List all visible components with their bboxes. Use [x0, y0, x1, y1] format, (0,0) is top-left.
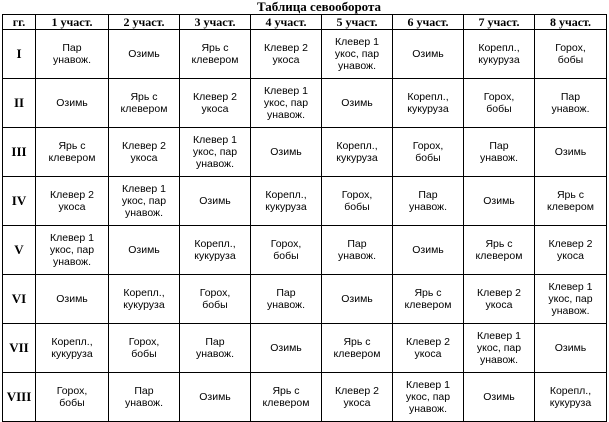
- cell-text: Горох, бобы: [412, 140, 444, 164]
- table-cell: [36, 324, 109, 373]
- table-cell: [251, 79, 322, 128]
- cell-text: Озимь: [412, 48, 444, 60]
- table-cell: [251, 324, 322, 373]
- table-row: [3, 275, 607, 324]
- table-cell: [535, 177, 607, 226]
- crop-rotation-table: [2, 14, 607, 422]
- table-cell: [393, 324, 464, 373]
- row-year-label: VIII: [3, 373, 36, 422]
- table-cell: [109, 128, 180, 177]
- table-cell: [393, 275, 464, 324]
- cell-text: Ярь с клевером: [262, 385, 310, 409]
- table-cell: [393, 226, 464, 275]
- table-row: [3, 177, 607, 226]
- table-cell: [36, 30, 109, 79]
- table-cell: [109, 79, 180, 128]
- table-cell: [393, 373, 464, 422]
- cell-text: Пар унавож.: [52, 42, 91, 66]
- table-cell: [180, 275, 251, 324]
- header-row: [3, 15, 607, 30]
- table-cell: [322, 30, 393, 79]
- table-row: [3, 324, 607, 373]
- cell-text: Горох, бобы: [483, 91, 515, 115]
- table-cell: [322, 324, 393, 373]
- cell-text: Озимь: [56, 293, 88, 305]
- cell-text: Озимь: [341, 293, 373, 305]
- table-cell: [322, 128, 393, 177]
- table-row: [3, 226, 607, 275]
- cell-text: Корепл., кукуруза: [478, 42, 520, 66]
- cell-text: Озимь: [128, 244, 160, 256]
- cell-text: Корепл., кукуруза: [51, 336, 93, 360]
- table-cell: [251, 30, 322, 79]
- header-plot-2: 2 участ.: [109, 15, 180, 30]
- cell-text: Горох, бобы: [56, 385, 88, 409]
- cell-text: Горох, бобы: [555, 42, 586, 66]
- cell-text: Ярь с клевером: [333, 336, 381, 360]
- table-cell: [36, 373, 109, 422]
- cell-text: Клевер 1 укос, пар унавож.: [121, 183, 167, 219]
- header-plot-3: 3 участ.: [180, 15, 251, 30]
- table-cell: [535, 30, 607, 79]
- cell-text: Клевер 1 укос, пар унавож.: [49, 232, 95, 268]
- cell-text: Корепл., кукуруза: [194, 238, 236, 262]
- table-cell: [180, 373, 251, 422]
- table-cell: [109, 373, 180, 422]
- cell-text: Клевер 1 укос, пар унавож.: [192, 134, 238, 170]
- row-year-label: V: [3, 226, 36, 275]
- cell-text: Клевер 2 укоса: [548, 238, 593, 262]
- row-year-label: II: [3, 79, 36, 128]
- table-cell: [535, 373, 607, 422]
- header-plot-5: 5 участ.: [322, 15, 393, 30]
- cell-text: Клевер 1 укос, пар унавож.: [334, 36, 380, 72]
- cell-text: Корепл., кукуруза: [549, 385, 592, 409]
- cell-text: Горох, бобы: [199, 287, 231, 311]
- cell-text: Горох, бобы: [341, 189, 373, 213]
- cell-text: Пар унавож.: [337, 238, 376, 262]
- cell-text: Клевер 2 укоса: [477, 287, 521, 311]
- table-cell: [322, 373, 393, 422]
- table-cell: [36, 128, 109, 177]
- header-plot-8: 8 участ.: [535, 15, 607, 30]
- row-year-label: VI: [3, 275, 36, 324]
- header-plot-7: 7 участ.: [464, 15, 535, 30]
- cell-text: Ярь с клевером: [547, 189, 594, 213]
- table-body: [3, 30, 607, 422]
- cell-text: Пар унавож.: [551, 91, 590, 115]
- header-plot-4: 4 участ.: [251, 15, 322, 30]
- table-cell: [464, 226, 535, 275]
- table-cell: [393, 177, 464, 226]
- cell-text: Озимь: [341, 97, 373, 109]
- table-cell: [322, 79, 393, 128]
- table-cell: [251, 226, 322, 275]
- cell-text: Корепл., кукуруза: [336, 140, 378, 164]
- cell-text: Озимь: [554, 342, 587, 354]
- table-cell: [535, 79, 607, 128]
- table-cell: [251, 128, 322, 177]
- cell-text: Горох, бобы: [128, 336, 160, 360]
- cell-text: Клевер 2 укоса: [335, 385, 379, 409]
- table-cell: [535, 324, 607, 373]
- cell-text: Пар унавож.: [479, 140, 518, 164]
- cell-text: Клевер 2 укоса: [193, 91, 237, 115]
- cell-text: Пар унавож.: [124, 385, 163, 409]
- table-cell: [180, 177, 251, 226]
- cell-text: Клевер 1 укос, пар унавож.: [476, 330, 522, 366]
- table-cell: [109, 177, 180, 226]
- table-cell: [393, 79, 464, 128]
- table-title: Таблица севооборота: [256, 0, 382, 14]
- table-cell: [109, 324, 180, 373]
- table-cell: [36, 226, 109, 275]
- table-cell: [464, 79, 535, 128]
- cell-text: Озимь: [554, 146, 587, 158]
- cell-text: Ярь с клевером: [191, 42, 239, 66]
- cell-text: Озимь: [199, 391, 231, 403]
- cell-text: Озимь: [199, 195, 231, 207]
- table-cell: [464, 275, 535, 324]
- cell-text: Озимь: [270, 146, 302, 158]
- table-cell: [464, 128, 535, 177]
- table-row: [3, 30, 607, 79]
- table-cell: [464, 177, 535, 226]
- cell-text: Корепл., кукуруза: [407, 91, 449, 115]
- table-cell: [109, 30, 180, 79]
- cell-text: Озимь: [412, 244, 444, 256]
- cell-text: Клевер 2 укоса: [122, 140, 166, 164]
- cell-text: Пар унавож.: [408, 189, 447, 213]
- table-cell: [109, 275, 180, 324]
- cell-text: Корепл., кукуруза: [265, 189, 307, 213]
- header-plot-1: 1 участ.: [36, 15, 109, 30]
- table-cell: [109, 226, 180, 275]
- cell-text: Клевер 1 укос, пар унавож.: [548, 281, 593, 317]
- row-year-label: I: [3, 30, 36, 79]
- table-cell: [180, 30, 251, 79]
- table-cell: [393, 30, 464, 79]
- cell-text: Клевер 1 укос, пар унавож.: [263, 85, 309, 121]
- cell-text: Ярь с клевером: [120, 91, 168, 115]
- table-cell: [535, 128, 607, 177]
- row-year-label: IV: [3, 177, 36, 226]
- table-cell: [393, 128, 464, 177]
- cell-text: Клевер 2 укоса: [264, 42, 308, 66]
- table-cell: [322, 177, 393, 226]
- table-cell: [180, 226, 251, 275]
- cell-text: Ярь с клевером: [475, 238, 523, 262]
- table-cell: [535, 226, 607, 275]
- table-cell: [251, 177, 322, 226]
- table-cell: [322, 275, 393, 324]
- crop-rotation-document: [2, 0, 606, 422]
- row-year-label: VII: [3, 324, 36, 373]
- cell-text: Ярь с клевером: [48, 140, 96, 164]
- header-plot-6: 6 участ.: [393, 15, 464, 30]
- cell-text: Клевер 2 укоса: [50, 189, 94, 213]
- cell-text: Клевер 2 укоса: [406, 336, 450, 360]
- table-cell: [464, 324, 535, 373]
- table-cell: [36, 177, 109, 226]
- table-row: [3, 79, 607, 128]
- table-cell: [251, 373, 322, 422]
- table-cell: [464, 30, 535, 79]
- table-cell: [251, 275, 322, 324]
- table-row: [3, 128, 607, 177]
- cell-text: Ярь с клевером: [404, 287, 452, 311]
- cell-text: Корепл., кукуруза: [123, 287, 165, 311]
- table-cell: [180, 79, 251, 128]
- cell-text: Пар унавож.: [195, 336, 234, 360]
- table-cell: [180, 128, 251, 177]
- cell-text: Горох, бобы: [270, 238, 302, 262]
- cell-text: Озимь: [128, 48, 160, 60]
- table-cell: [535, 275, 607, 324]
- cell-text: Клевер 1 укос, пар унавож.: [405, 379, 451, 415]
- cell-text: Озимь: [483, 195, 515, 207]
- table-cell: [464, 373, 535, 422]
- header-years: гг.: [3, 15, 36, 30]
- table-cell: [36, 79, 109, 128]
- table-cell: [180, 324, 251, 373]
- cell-text: Пар унавож.: [266, 287, 305, 311]
- table-row: [3, 373, 607, 422]
- row-year-label: III: [3, 128, 36, 177]
- table-cell: [322, 226, 393, 275]
- cell-text: Озимь: [270, 342, 302, 354]
- table-cell: [36, 275, 109, 324]
- cell-text: Озимь: [483, 391, 515, 403]
- cell-text: Озимь: [56, 97, 88, 109]
